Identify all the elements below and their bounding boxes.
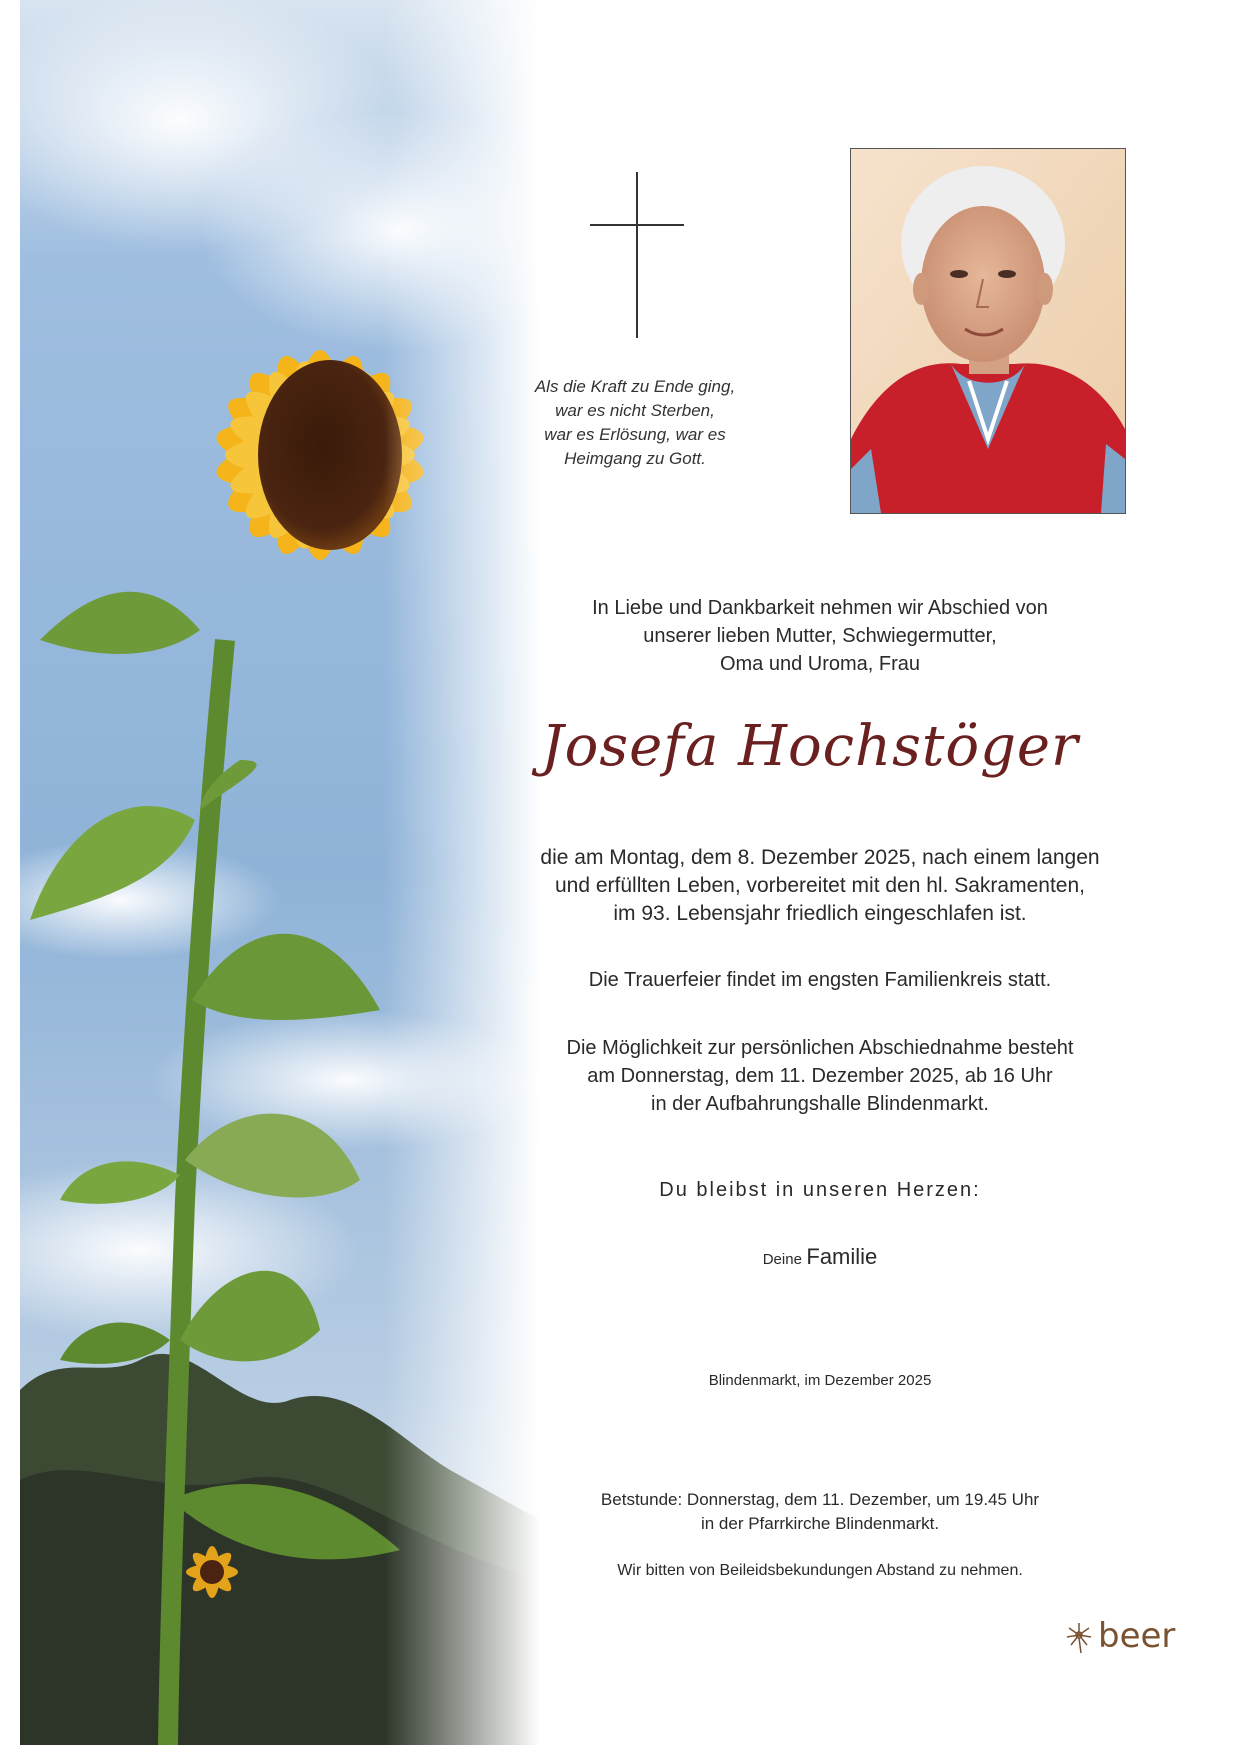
- verse-line: Heimgang zu Gott.: [564, 449, 706, 468]
- cross-horizontal-bar: [590, 224, 684, 226]
- condolence-text: Wir bitten von Beileidsbekundungen Abstand zu nehmen.: [617, 1562, 1023, 1579]
- face: [921, 206, 1045, 362]
- farewell-line: [480, 1176, 1160, 1204]
- viewing-line: Die Möglichkeit zur persönlichen Abschiednahme besteht: [566, 1037, 1074, 1059]
- place-date-text: Blindenmarkt, im Dezember 2025: [708, 1372, 932, 1389]
- condolence-notice: [480, 1560, 1160, 1582]
- intro-line: In Liebe und Dankbarkeit nehmen wir Abschied von: [592, 597, 1048, 619]
- portrait-photo: [850, 148, 1126, 514]
- verse-line: war es nicht Sterben,: [555, 401, 715, 420]
- signature-name: Familie: [806, 1244, 878, 1269]
- ceremony-line: Die Trauerfeier findet im engsten Familienkreis statt.: [588, 969, 1052, 991]
- death-line: die am Montag, dem 8. Dezember 2025, nach einem langen: [540, 846, 1100, 869]
- prayer-line: in der Pfarrkirche Blindenmarkt.: [700, 1514, 940, 1533]
- dandelion-icon: [1062, 1620, 1096, 1654]
- viewing-line: am Donnerstag, dem 11. Dezember 2025, ab 16 Uhr: [587, 1065, 1053, 1087]
- logo-text: beer: [1098, 1616, 1176, 1656]
- verse-line: Als die Kraft zu Ende ging,: [534, 377, 736, 396]
- viewing-notice: [480, 1034, 1160, 1118]
- verse-line: war es Erlösung, war es: [544, 425, 726, 444]
- viewing-line: in der Aufbahrungshalle Blindenmarkt.: [651, 1093, 989, 1115]
- memorial-verse: [500, 375, 770, 471]
- sunflower-image: [20, 0, 540, 1745]
- ceremony-notice: [480, 966, 1160, 994]
- farewell-text: Du bleibst in unseren Herzen:: [659, 1179, 981, 1201]
- cross-icon: [590, 172, 684, 338]
- deceased-name: Josefa Hochstöger: [541, 714, 1079, 779]
- prayer-notice: [480, 1488, 1160, 1536]
- intro-line: unserer lieben Mutter, Schwiegermutter,: [643, 625, 997, 647]
- funeral-home-logo: [1062, 1614, 1182, 1660]
- death-line: und erfüllten Leben, vorbereitet mit den hl. Sakramenten,: [555, 874, 1085, 897]
- place-date: [480, 1370, 1160, 1392]
- intro-line: Oma und Uroma, Frau: [719, 653, 921, 675]
- family-signature: [480, 1242, 1160, 1275]
- prayer-line: Betstunde: Donnerstag, dem 11. Dezember, um 19.45 Uhr: [600, 1490, 1040, 1509]
- signature-prefix: Deine: [762, 1251, 802, 1268]
- death-line: im 93. Lebensjahr friedlich eingeschlafen ist.: [613, 902, 1027, 925]
- death-notice: [480, 844, 1160, 928]
- cross-vertical-bar: [636, 172, 638, 338]
- intro-text: [480, 594, 1160, 678]
